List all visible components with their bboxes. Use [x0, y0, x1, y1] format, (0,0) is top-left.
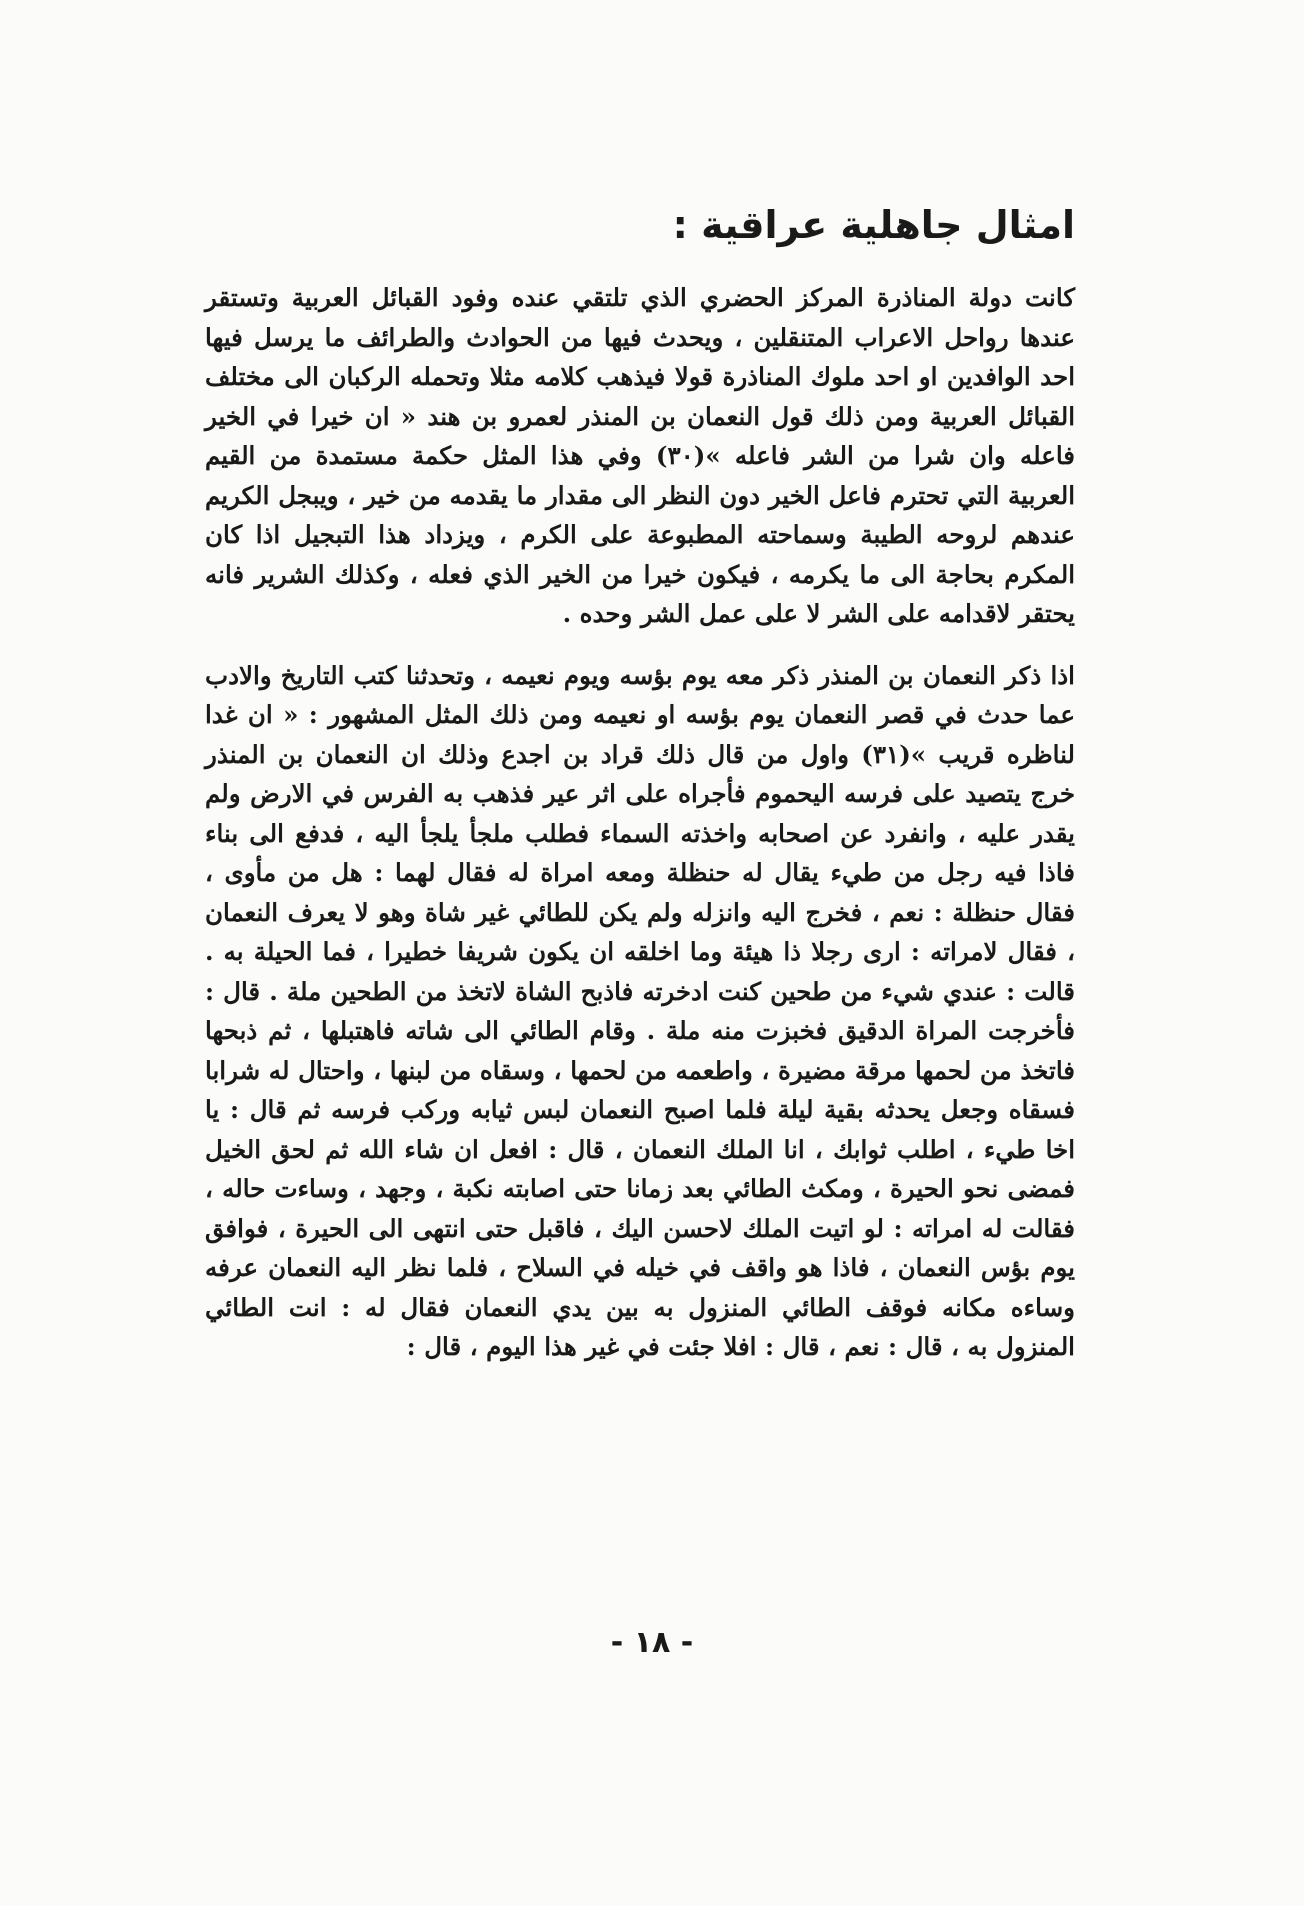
paragraph-numan-story: اذا ذكر النعمان بن المنذر ذكر معه يوم بؤسه ويوم نعيمه ، وتحدثنا كتب التاريخ والادب عما حدث في قصر النعمان يوم بؤسه او نعيمه ومن ذلك المثل المشهور : « ان غدا لناظره قريب »(٣١) واول من قال ذلك قراد بن اجدع وذلك ان النعمان بن المنذر خرج يتصيد على فرسه اليحموم فأجراه على اثر عير فذهب به الفرس في الارض ولم يقدر عليه ، وانفرد عن اصحابه واخذته السماء فطلب ملجأ يلجأ اليه ، فدفع الى بناء فاذا فيه رجل من طيء يقال له حنظلة ومعه امراة له فقال لهما : هل من مأوى ، فقال حنظلة : نعم ، فخرج اليه وانزله ولم يكن للطائي غير شاة وهو لا يعرف النعمان ، فقال لامراته : ارى رجلا ذا هيئة وما اخلقه ان يكون شريفا خطيرا ، فما الحيلة به . قالت : عندي شيء من طحين كنت ادخرته فاذبح الشاة لاتخذ من الطحين ملة . قال : فأخرجت المراة الدقيق فخبزت منه ملة . وقام الطائي الى شاته فاهتبلها ، ثم ذبحها فاتخذ من لحمها مرقة مضيرة ، واطعمه من لحمها ، وسقاه من لبنها ، واحتال له شرابا فسقاه وجعل يحدثه بقية ليلة فلما اصبح النعمان لبس ثيابه وركب فرسه ثم قال : يا اخا طيء ، اطلب ثوابك ، انا الملك النعمان ، قال : افعل ان شاء الله ثم لحق الخيل فمضى نحو الحيرة ، ومكث الطائي بعد زمانا حتى اصابته نكبة ، وجهد ، وساءت حاله ، فقالت له امراته : لو اتيت الملك لاحسن اليك ، فاقبل حتى انتهى الى الحيرة ، فوافق يوم بؤس النعمان ، فاذا هو واقف في خيله في السلاح ، فلما نظر اليه النعمان عرفه وساءه مكانه فوقف الطائي المنزول به بين يدي النعمان فقال له : انت الطائي المنزول به ، قال : نعم ، قال : افلا جئت في غير هذا اليوم ، قال : — [205, 660, 1075, 1361]
page-number: - ١٨ - — [610, 1625, 694, 1660]
paragraph-manathira-proverb: كانت دولة المناذرة المركز الحضري الذي تلتقي عنده وفود القبائل العربية وتستقر عندها رواحل الاعراب المتنقلين ، ويحدث فيها من الحوادث والطرائف ما يرسل فيها احد الوافدين او احد ملوك المناذرة قولا فيذهب كلامه مثلا وتحمله الركبان الى مختلف القبائل العربية ومن ذلك قول النعمان بن المنذر لعمرو بن هند « ان خيرا في الخير فاعله وان شرا من الشر فاعله »(٣٠) وفي هذا المثل حكمة مستمدة من القيم العربية التي تحترم فاعل الخير دون النظر الى مقدار ما يقدمه من خير ، ويبجل الكريم عندهم لروحه الطيبة وسماحته المطبوعة على الكرم ، ويزداد هذا التبجيل اذا كان المكرم بحاجة الى ما يكرمه ، فيكون خيرا من الخير الذي فعله ، وكذلك الشرير فانه يحتقر لاقدامه على الشر لا على عمل الشر وحده . — [205, 283, 1075, 628]
section-heading: امثال جاهلية عراقية : — [672, 203, 1075, 247]
page-body — [205, 200, 1075, 1367]
